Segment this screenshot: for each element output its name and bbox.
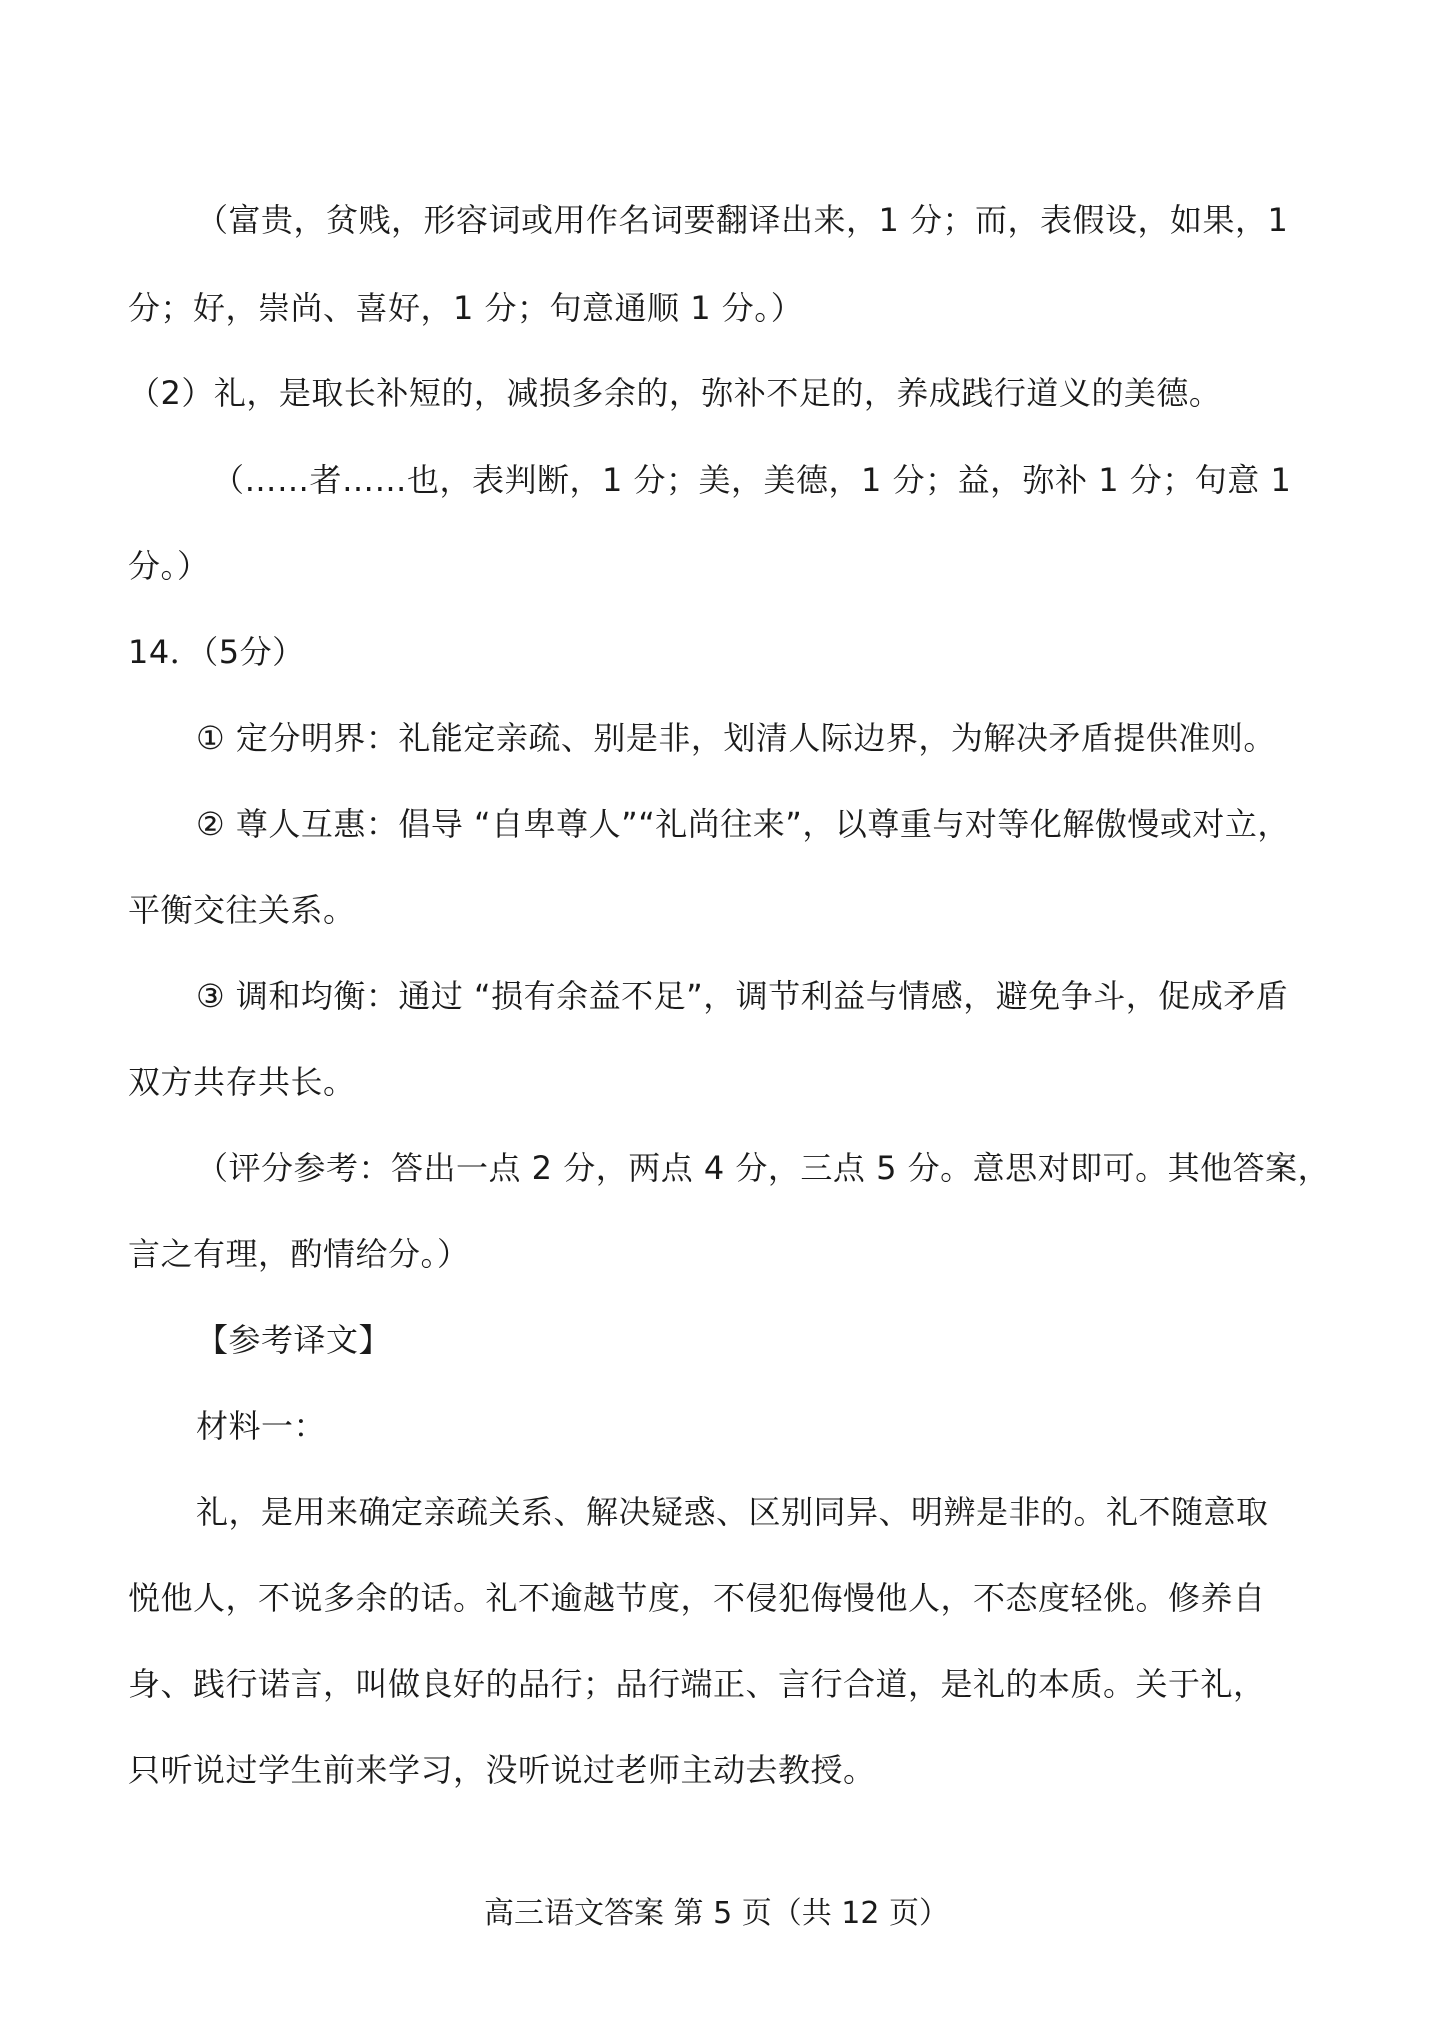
answer-point-3: ③ 调和均衡：通过 “损有余益不足”，调节利益与情感，避免争斗，促成矛盾 <box>196 977 1289 1015</box>
material-one-label: 材料一： <box>196 1407 327 1445</box>
reference-translation-heading: 【参考译文】 <box>196 1321 392 1359</box>
scoring-note: （评分参考：答出一点 2 分，两点 4 分，三点 5 分。意思对即可。其他答案， <box>196 1149 1331 1187</box>
answer-point-3-cont: 双方共存共长。 <box>128 1063 356 1101</box>
text-line-note-2: （……者……也，表判断，1 分；美，美德，1 分；益，弥补 1 分；句意 1 <box>212 461 1292 499</box>
text-line-note-2-cont: 分。） <box>128 547 210 585</box>
text-line-note-1: （富贵，贫贱，形容词或用作名词要翻译出来，1 分；而，表假设，如果，1 <box>196 201 1289 239</box>
translation-para-line-3: 身、践行诺言，叫做良好的品行；品行端正、言行合道，是礼的本质。关于礼， <box>128 1665 1266 1703</box>
answer-point-2: ② 尊人互惠：倡导 “自卑尊人”“礼尚往来”，以尊重与对等化解傲慢或对立， <box>196 805 1290 843</box>
scoring-note-cont: 言之有理，酌情给分。） <box>128 1235 470 1273</box>
page-footer: 高三语文答案 第 5 页（共 12 页） <box>484 1896 949 1931</box>
text-line-translation-2: （2）礼，是取长补短的，减损多余的，弥补不足的，养成践行道义的美德。 <box>128 374 1222 412</box>
question-14-heading: 14．（5分） <box>128 633 305 671</box>
translation-para-line-4: 只听说过学生前来学习，没听说过老师主动去教授。 <box>128 1751 876 1789</box>
answer-point-2-cont: 平衡交往关系。 <box>128 891 356 929</box>
answer-point-1: ① 定分明界：礼能定亲疏、别是非，划清人际边界，为解决矛盾提供准则。 <box>196 719 1276 757</box>
translation-para-line-2: 悦他人，不说多余的话。礼不逾越节度，不侵犯侮慢他人，不态度轻佻。修养自 <box>128 1579 1266 1617</box>
translation-para-line-1: 礼，是用来确定亲疏关系、解决疑惑、区别同异、明辨是非的。礼不随意取 <box>196 1493 1269 1531</box>
text-line-note-1-cont: 分；好，崇尚、喜好，1 分；句意通顺 1 分。） <box>128 289 804 327</box>
